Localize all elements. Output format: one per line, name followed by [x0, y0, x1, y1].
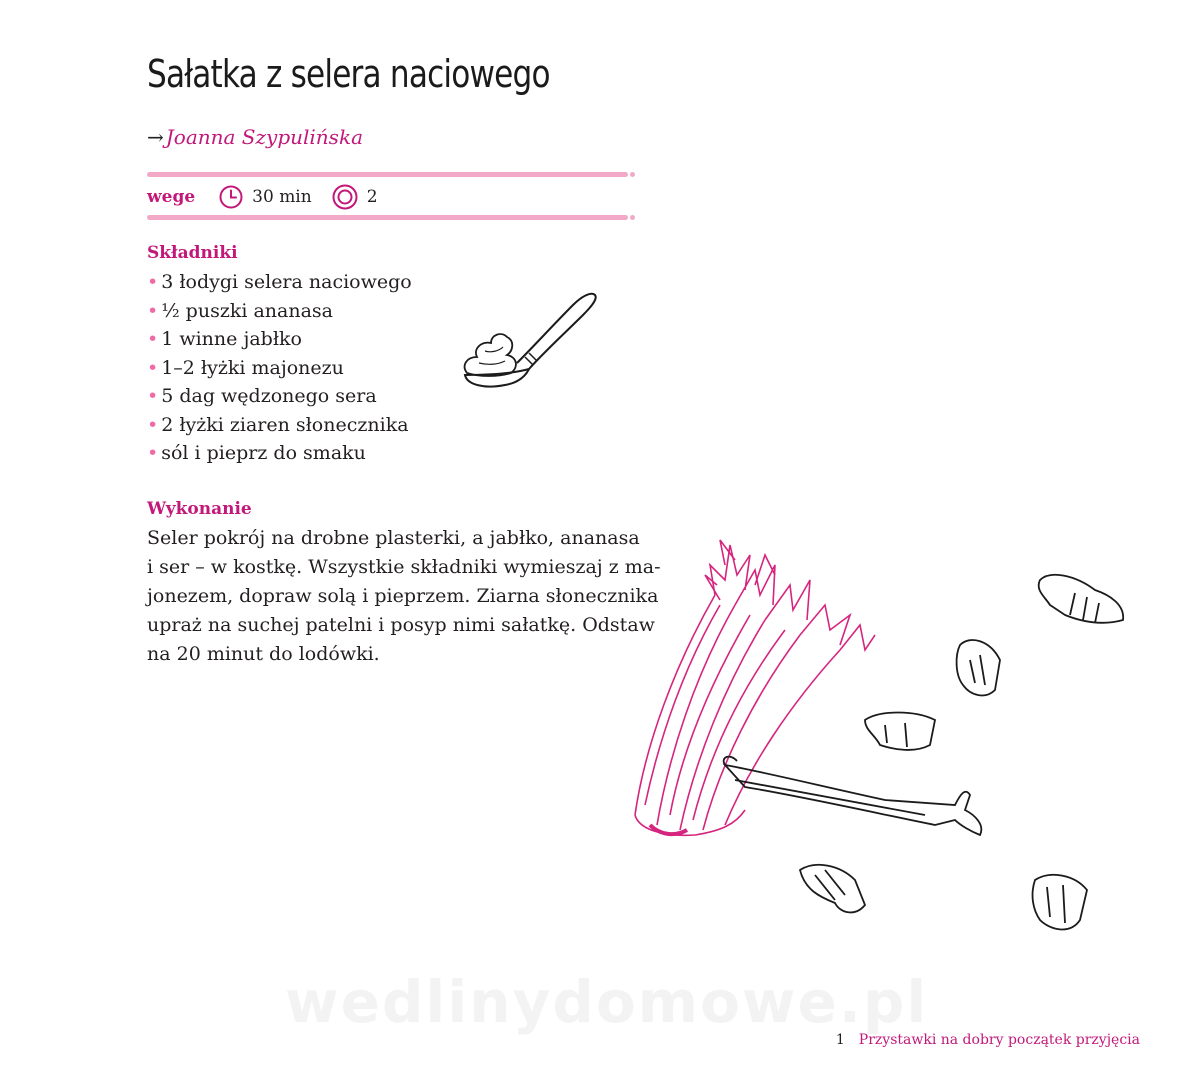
recipe-title: Sałatka z selera naciowego — [147, 52, 550, 96]
page-footer — [836, 1032, 1140, 1048]
ingredient-item: • 5 dag wędzonego sera — [147, 385, 377, 407]
author-arrow: → — [147, 125, 164, 149]
ingredient-item: • 2 łyżki ziaren słonecznika — [147, 413, 409, 436]
top-divider — [147, 172, 628, 177]
ingredient-item: • sól i pieprz do smaku — [147, 442, 366, 464]
bullet: • — [147, 413, 159, 436]
recipe-meta — [147, 181, 398, 213]
ingredients-list — [147, 268, 412, 468]
plate-icon — [332, 184, 358, 210]
ingredient-item: • ½ puszki ananasa — [147, 299, 333, 322]
ingredient-item: • 1–2 łyżki majonezu — [147, 356, 344, 379]
bullet: • — [147, 299, 159, 322]
celery-illustration — [625, 525, 1155, 955]
servings: 2 — [366, 187, 378, 207]
bottom-divider — [147, 215, 628, 220]
ingredients-heading: Składniki — [147, 243, 238, 263]
watermark: wedlinydomowe.pl — [285, 968, 929, 1036]
method-text: Seler pokrój na drobne plasterki, a jabłko, ananasa i ser – w kostkę. Wszystkie składniki wymieszaj z ma- jonezem, dopraw solą i pieprzem. Ziarna słonecznika upraż na suchej patelni i posyp nimi sałatkę. Odstaw na 20 minut do lodówki. — [147, 527, 661, 665]
bullet: • — [147, 328, 159, 350]
bullet: • — [147, 442, 159, 464]
recipe-author — [147, 125, 363, 149]
clock-icon — [219, 185, 243, 209]
ingredient-item: • 3 łodygi selera naciowego — [147, 271, 412, 293]
spoon-mayonnaise-illustration — [455, 285, 605, 395]
prep-time: 30 min — [252, 187, 312, 207]
diet-tag: wege — [147, 187, 196, 207]
page-number: 1 — [835, 1032, 845, 1048]
chapter-title: Przystawki na dobry początek przyjęcia — [858, 1032, 1140, 1048]
method-heading: Wykonanie — [147, 499, 252, 519]
bullet: • — [147, 271, 159, 293]
bullet: • — [147, 385, 159, 407]
ingredient-item: • 1 winne jabłko — [147, 328, 302, 350]
bullet: • — [147, 356, 159, 379]
author-name: Joanna Szypulińska — [165, 125, 363, 149]
